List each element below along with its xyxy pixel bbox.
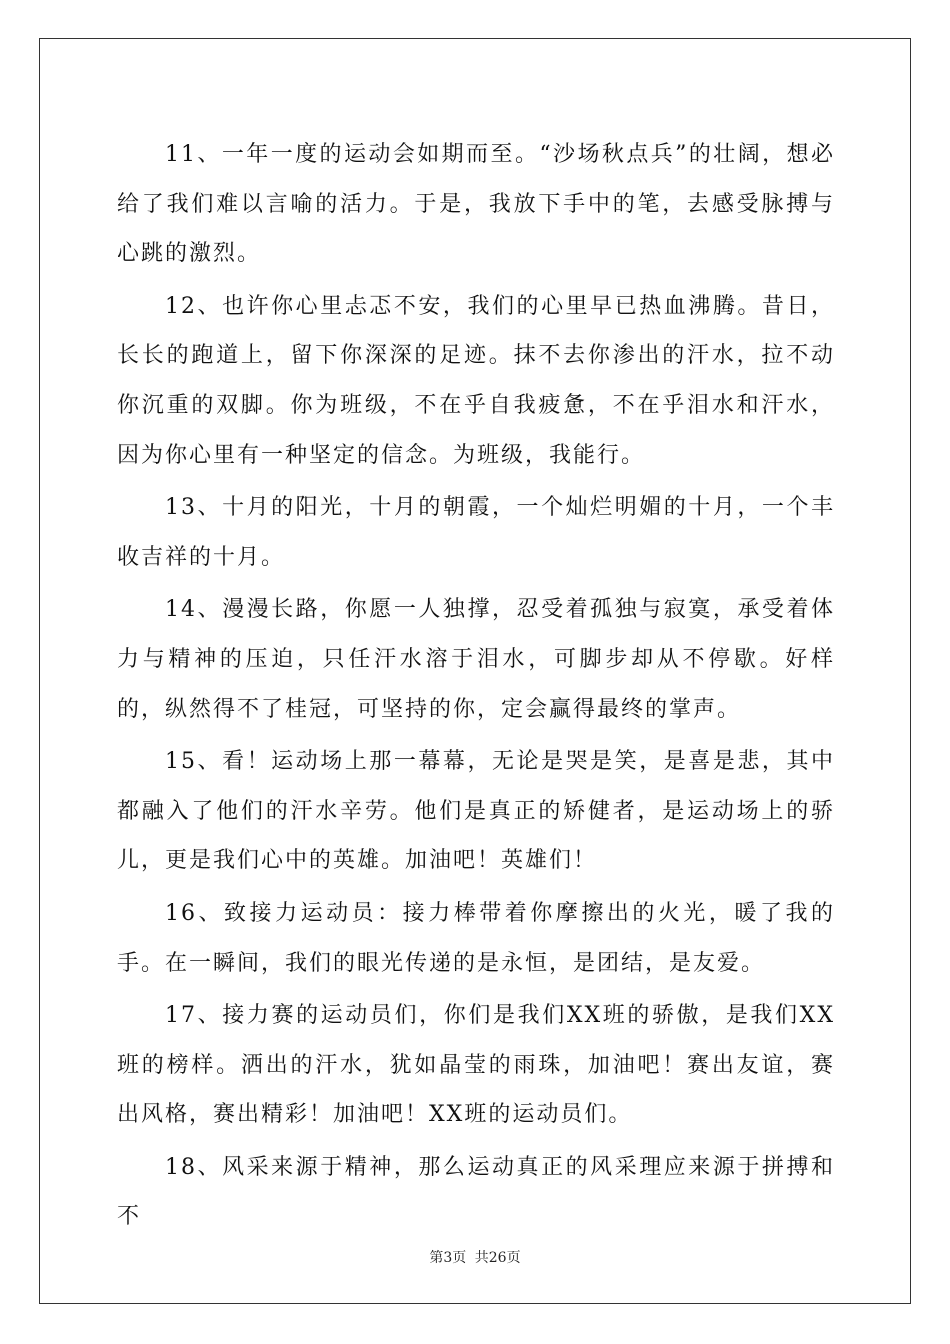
document-body — [117, 130, 835, 1245]
paragraph-18: 18、风采来源于精神，那么运动真正的风采理应来源于拼搏和不 — [117, 1154, 835, 1230]
paragraph-16: 16、致接力运动员：接力棒带着你摩擦出的火光，暖了我的手。在一瞬间，我们的眼光传递的是永恒，是团结，是友爱。 — [117, 900, 835, 976]
paragraph-13: 13、十月的阳光，十月的朝霞，一个灿烂明媚的十月，一个丰收吉祥的十月。 — [117, 495, 835, 570]
paragraph-15: 15、看！运动场上那一幕幕，无论是哭是笑，是喜是悲，其中都融入了他们的汗水辛劳。他们是真正的矫健者，是运动场上的骄儿，更是我们心中的英雄。加油吧！英雄们！ — [117, 749, 835, 874]
page-number: 第3页 — [429, 1250, 467, 1266]
paragraph-17: 17、接力赛的运动员们，你们是我们XX班的骄傲，是我们XX班的榜样。洒出的汗水，犹如晶莹的雨珠，加油吧！赛出友谊，赛出风格，赛出精彩！加油吧！XX班的运动员们。 — [117, 1003, 835, 1128]
paragraph-11: 11、一年一度的运动会如期而至。“沙场秋点兵”的壮阔，想必给了我们难以言喻的活力。于是，我放下手中的笔，去感受脉搏与心跳的激烈。 — [117, 142, 835, 267]
page-total: 共26页 — [474, 1250, 521, 1266]
paragraph-12: 12、也许你心里忐忑不安，我们的心里早已热血沸腾。昔日，长长的跑道上，留下你深深的足迹。抹不去你渗出的汗水，拉不动你沉重的双脚。你为班级，不在乎自我疲惫，不在乎泪水和汗水，因为你心里有一种坚定的信念。为班级，我能行。 — [117, 293, 835, 468]
page-footer — [0, 1247, 950, 1267]
paragraph-14: 14、漫漫长路，你愿一人独撑，忍受着孤独与寂寞，承受着体力与精神的压迫，只任汗水溶于泪水，可脚步却从不停歇。好样的，纵然得不了桂冠，可坚持的你，定会赢得最终的掌声。 — [117, 597, 835, 722]
